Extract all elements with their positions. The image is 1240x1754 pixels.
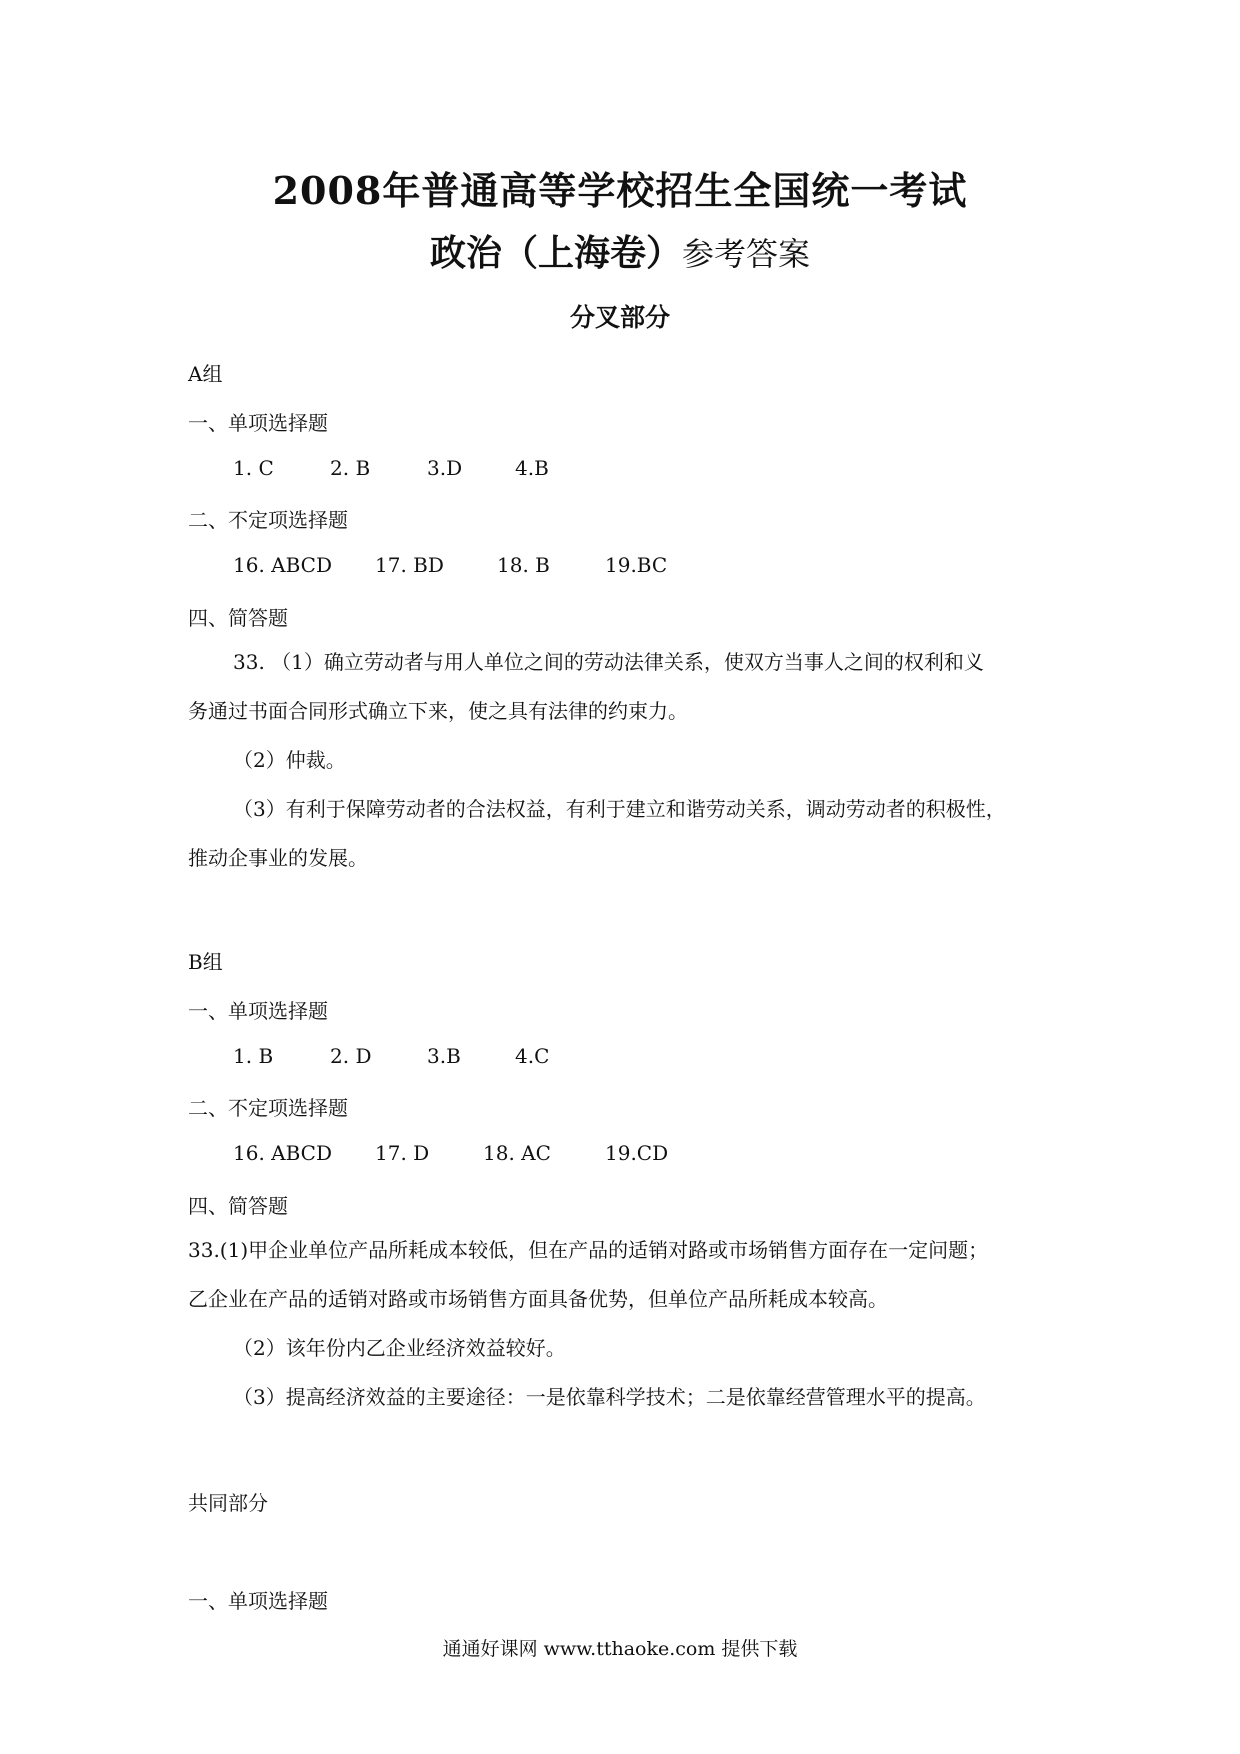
answer-item: 3.D — [427, 456, 463, 480]
group-a-multi-answers — [233, 553, 667, 577]
group-b-multi-heading: 二、不定项选择题 — [188, 1096, 348, 1120]
subtitle-rest: 参考答案 — [682, 235, 811, 273]
answer-item: 16. ABCD — [233, 1141, 333, 1165]
group-b-single-answers — [233, 1044, 549, 1068]
answer-item: 1. C — [233, 456, 274, 480]
group-a-label: A组 — [188, 362, 223, 386]
answer-item: 18. B — [497, 553, 550, 577]
group-a-q33-p1-line1: 33. （1）确立劳动者与用人单位之间的劳动法律关系，使双方当事人之间的权利和义 — [233, 650, 984, 674]
group-a-q33-p3-line1: （3）有利于保障劳动者的合法权益，有利于建立和谐劳动关系，调动劳动者的积极性， — [233, 797, 1006, 821]
answer-item: 19.CD — [605, 1141, 669, 1165]
answer-item: 17. BD — [375, 553, 444, 577]
group-a-multi-heading: 二、不定项选择题 — [188, 508, 348, 532]
answer-item: 18. AC — [483, 1141, 551, 1165]
group-b-q33-p1-line2: 乙企业在产品的适销对路或市场销售方面具备优势，但单位产品所耗成本较高。 — [188, 1287, 888, 1311]
group-a-q33-p2: （2）仲裁。 — [233, 748, 346, 772]
page-footer: 通通好课网 www.tthaoke.com 提供下载 — [442, 1638, 798, 1660]
common-label: 共同部分 — [188, 1491, 268, 1515]
answer-item: 16. ABCD — [233, 553, 333, 577]
answer-item: 4.B — [515, 456, 549, 480]
group-b-q33-p3: （3）提高经济效益的主要途径：一是依靠科学技术；二是依靠经营管理水平的提高。 — [233, 1385, 986, 1409]
group-b-short-heading: 四、简答题 — [188, 1194, 288, 1218]
group-a-q33-p1-line2: 务通过书面合同形式确立下来，使之具有法律的约束力。 — [188, 699, 688, 723]
answer-item: 3.B — [427, 1044, 461, 1068]
answer-item: 19.BC — [605, 553, 668, 577]
section-title: 分叉部分 — [569, 303, 670, 332]
group-a-single-answers — [233, 456, 549, 480]
document-title: 2008年普通高等学校招生全国统一考试 — [272, 168, 968, 213]
answer-item: 4.C — [515, 1044, 550, 1068]
group-b-single-heading: 一、单项选择题 — [188, 999, 328, 1023]
subtitle-bold: 政治（上海卷） — [429, 232, 682, 274]
group-b-label: B组 — [188, 950, 223, 974]
answer-item: 2. D — [330, 1044, 372, 1068]
group-a-single-heading: 一、单项选择题 — [188, 411, 328, 435]
group-a-short-heading: 四、简答题 — [188, 606, 288, 630]
answer-item: 17. D — [375, 1141, 430, 1165]
common-single-heading: 一、单项选择题 — [188, 1589, 328, 1613]
answer-item: 2. B — [330, 456, 371, 480]
group-b-q33-p2: （2）该年份内乙企业经济效益较好。 — [233, 1336, 566, 1360]
answer-item: 1. B — [233, 1044, 274, 1068]
document-subtitle — [0, 225, 1240, 276]
group-b-q33-p1-line1: 33.(1)甲企业单位产品所耗成本较低，但在产品的适销对路或市场销售方面存在一定问题； — [188, 1238, 989, 1262]
group-b-multi-answers — [233, 1141, 668, 1165]
group-a-q33-p3-line2: 推动企事业的发展。 — [188, 846, 368, 870]
